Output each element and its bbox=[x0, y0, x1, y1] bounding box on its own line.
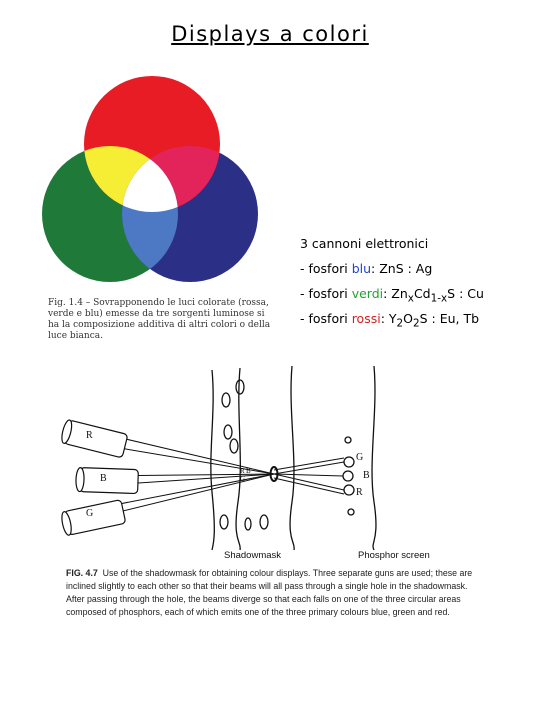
green-phosphor-line: - fosfori verdi: $Zn_xCd_{1-x}S$ : Cu bbox=[300, 286, 484, 305]
phosphor-label-b: B bbox=[363, 470, 370, 481]
blue-word: blu bbox=[351, 261, 372, 276]
gun-b bbox=[76, 467, 139, 493]
phosphor-list bbox=[300, 236, 484, 336]
phosphor-b bbox=[343, 471, 353, 481]
figure2-caption bbox=[66, 567, 486, 619]
hole-label-r: R bbox=[240, 467, 245, 475]
gun-label-b: B bbox=[100, 473, 107, 484]
screen-label: Phosphor screen bbox=[358, 550, 430, 561]
screen-right-edge bbox=[372, 366, 376, 550]
gun-label-r: R bbox=[86, 430, 93, 441]
shadowmask-label: Shadowmask bbox=[224, 550, 282, 561]
gun-r bbox=[60, 419, 128, 458]
hole-label-b: B bbox=[246, 467, 251, 475]
green-word: verdi bbox=[351, 286, 384, 301]
blue-phosphor-line: - fosfori blu: ZnS : Ag bbox=[300, 261, 433, 276]
screen-left-edge bbox=[290, 366, 294, 550]
page-title: Displays a colori bbox=[171, 22, 369, 46]
hole-label-g: G bbox=[240, 475, 246, 483]
phosphor-label-r: R bbox=[356, 487, 363, 498]
red-word: rossi bbox=[351, 311, 381, 326]
figure2-caption-number: FIG. 4.7 bbox=[66, 568, 98, 578]
guns-line: 3 cannoni elettronici bbox=[300, 236, 429, 251]
figure2-caption-text: Use of the shadowmask for obtaining colour displays. Three separate guns are used; these are inclined slightly to each other so that their beams will all pass through a single hole in the shadowmask. After passing through the hole, the beams diverge so that each falls on one of the three circular areas composed of phosphors, each of which emits one of the three primary colours blue, green and red. bbox=[66, 568, 473, 617]
gun-label-g: G bbox=[86, 508, 94, 519]
phosphor-label-g: G bbox=[356, 452, 364, 463]
red-phosphor-line: - fosfori rossi: $Y_2O_2S$ : Eu, Tb bbox=[300, 311, 480, 330]
phosphor-r bbox=[344, 485, 354, 495]
phosphor-g bbox=[344, 457, 354, 467]
figure1-caption: Fig. 1.4 – Sovrapponendo le luci colorate (rossa, verde e blu) emesse da tre sorgenti luminose si ha la composizione additiva di altri colori o della luce bianca. bbox=[48, 298, 271, 341]
shadowmask-diagram bbox=[52, 352, 492, 564]
shadowmask-right-edge bbox=[236, 368, 240, 550]
